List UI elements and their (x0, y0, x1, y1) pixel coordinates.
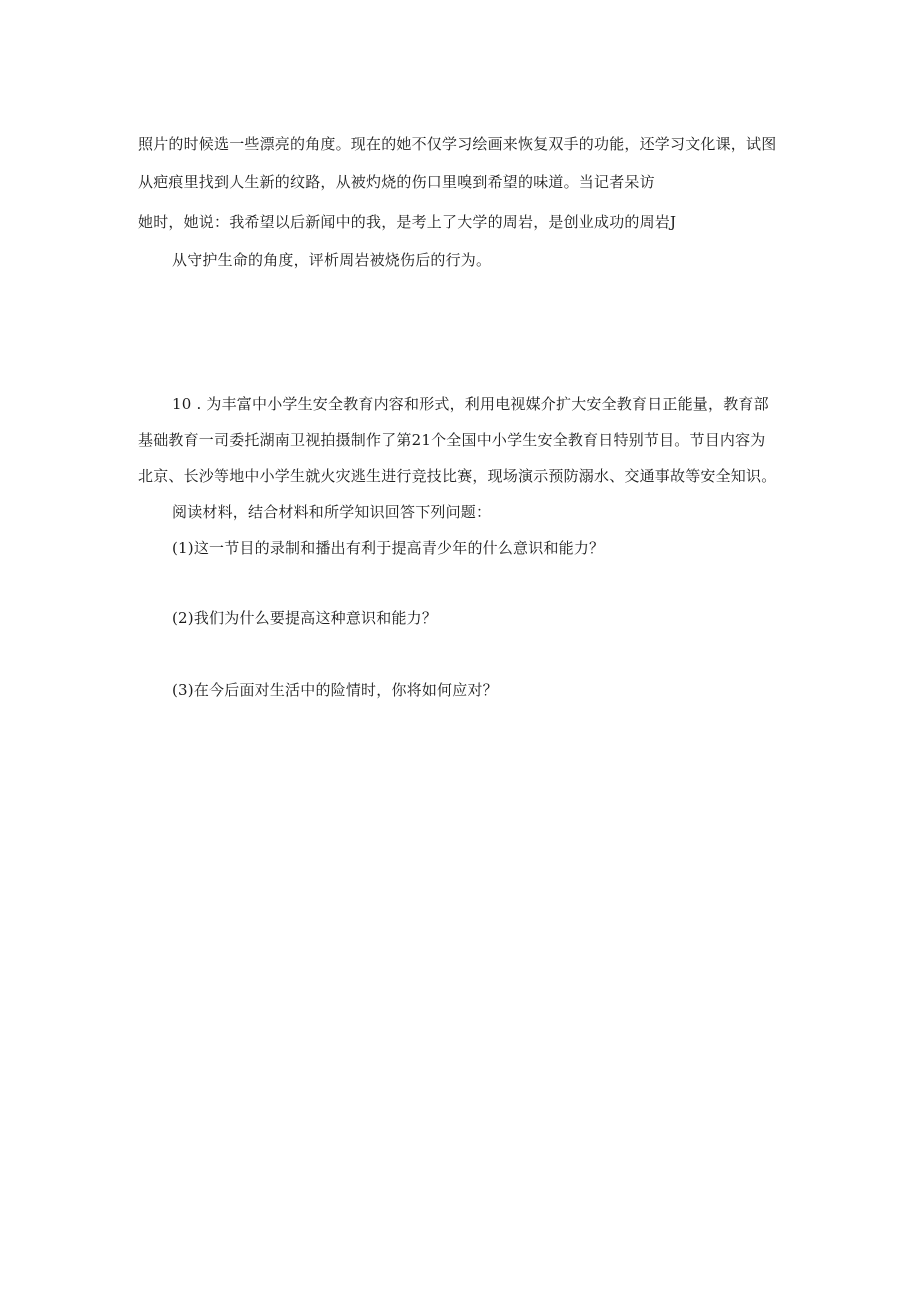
passage-line: 照片的时候选一些漂亮的角度。现在的她不仅学习绘画来恢复双手的功能，还学习文化课，试图 (138, 135, 777, 153)
question10-line: 北京、长沙等地中小学生就火灾逃生进行竞技比赛，现场演示预防溺水、交通事故等安全知识。 (138, 467, 777, 485)
passage-line: 从疤痕里找到人生新的纹路，从被灼烧的伤口里嗅到希望的味道。当记者呆访 (138, 173, 655, 191)
passage-question: 从守护生命的角度，评析周岩被烧伤后的行为。 (172, 251, 492, 269)
sub-question-3: (3)在今后面对生活中的险情时，你将如何应对？ (172, 681, 498, 699)
question10-line: 基础教育一司委托湖南卫视拍摄制作了第21个全国中小学生安全教育日特别节目。节目内容为 (138, 431, 766, 449)
sub-question-2: (2)我们为什么要提高这种意识和能力？ (172, 609, 438, 627)
question10-instruction: 阅读材料，结合材料和所学知识回答下列问题： (172, 503, 492, 521)
sub-question-1: (1)这一节目的录制和播出有利于提高青少年的什么意识和能力？ (172, 539, 605, 557)
question10-line: 10 . 为丰富中小学生安全教育内容和形式，利用电视媒介扩大安全教育日正能量，教育部 (172, 395, 769, 413)
passage-line: 她时，她说：我希望以后新闻中的我，是考上了大学的周岩，是创业成功的周岩J (138, 213, 677, 231)
